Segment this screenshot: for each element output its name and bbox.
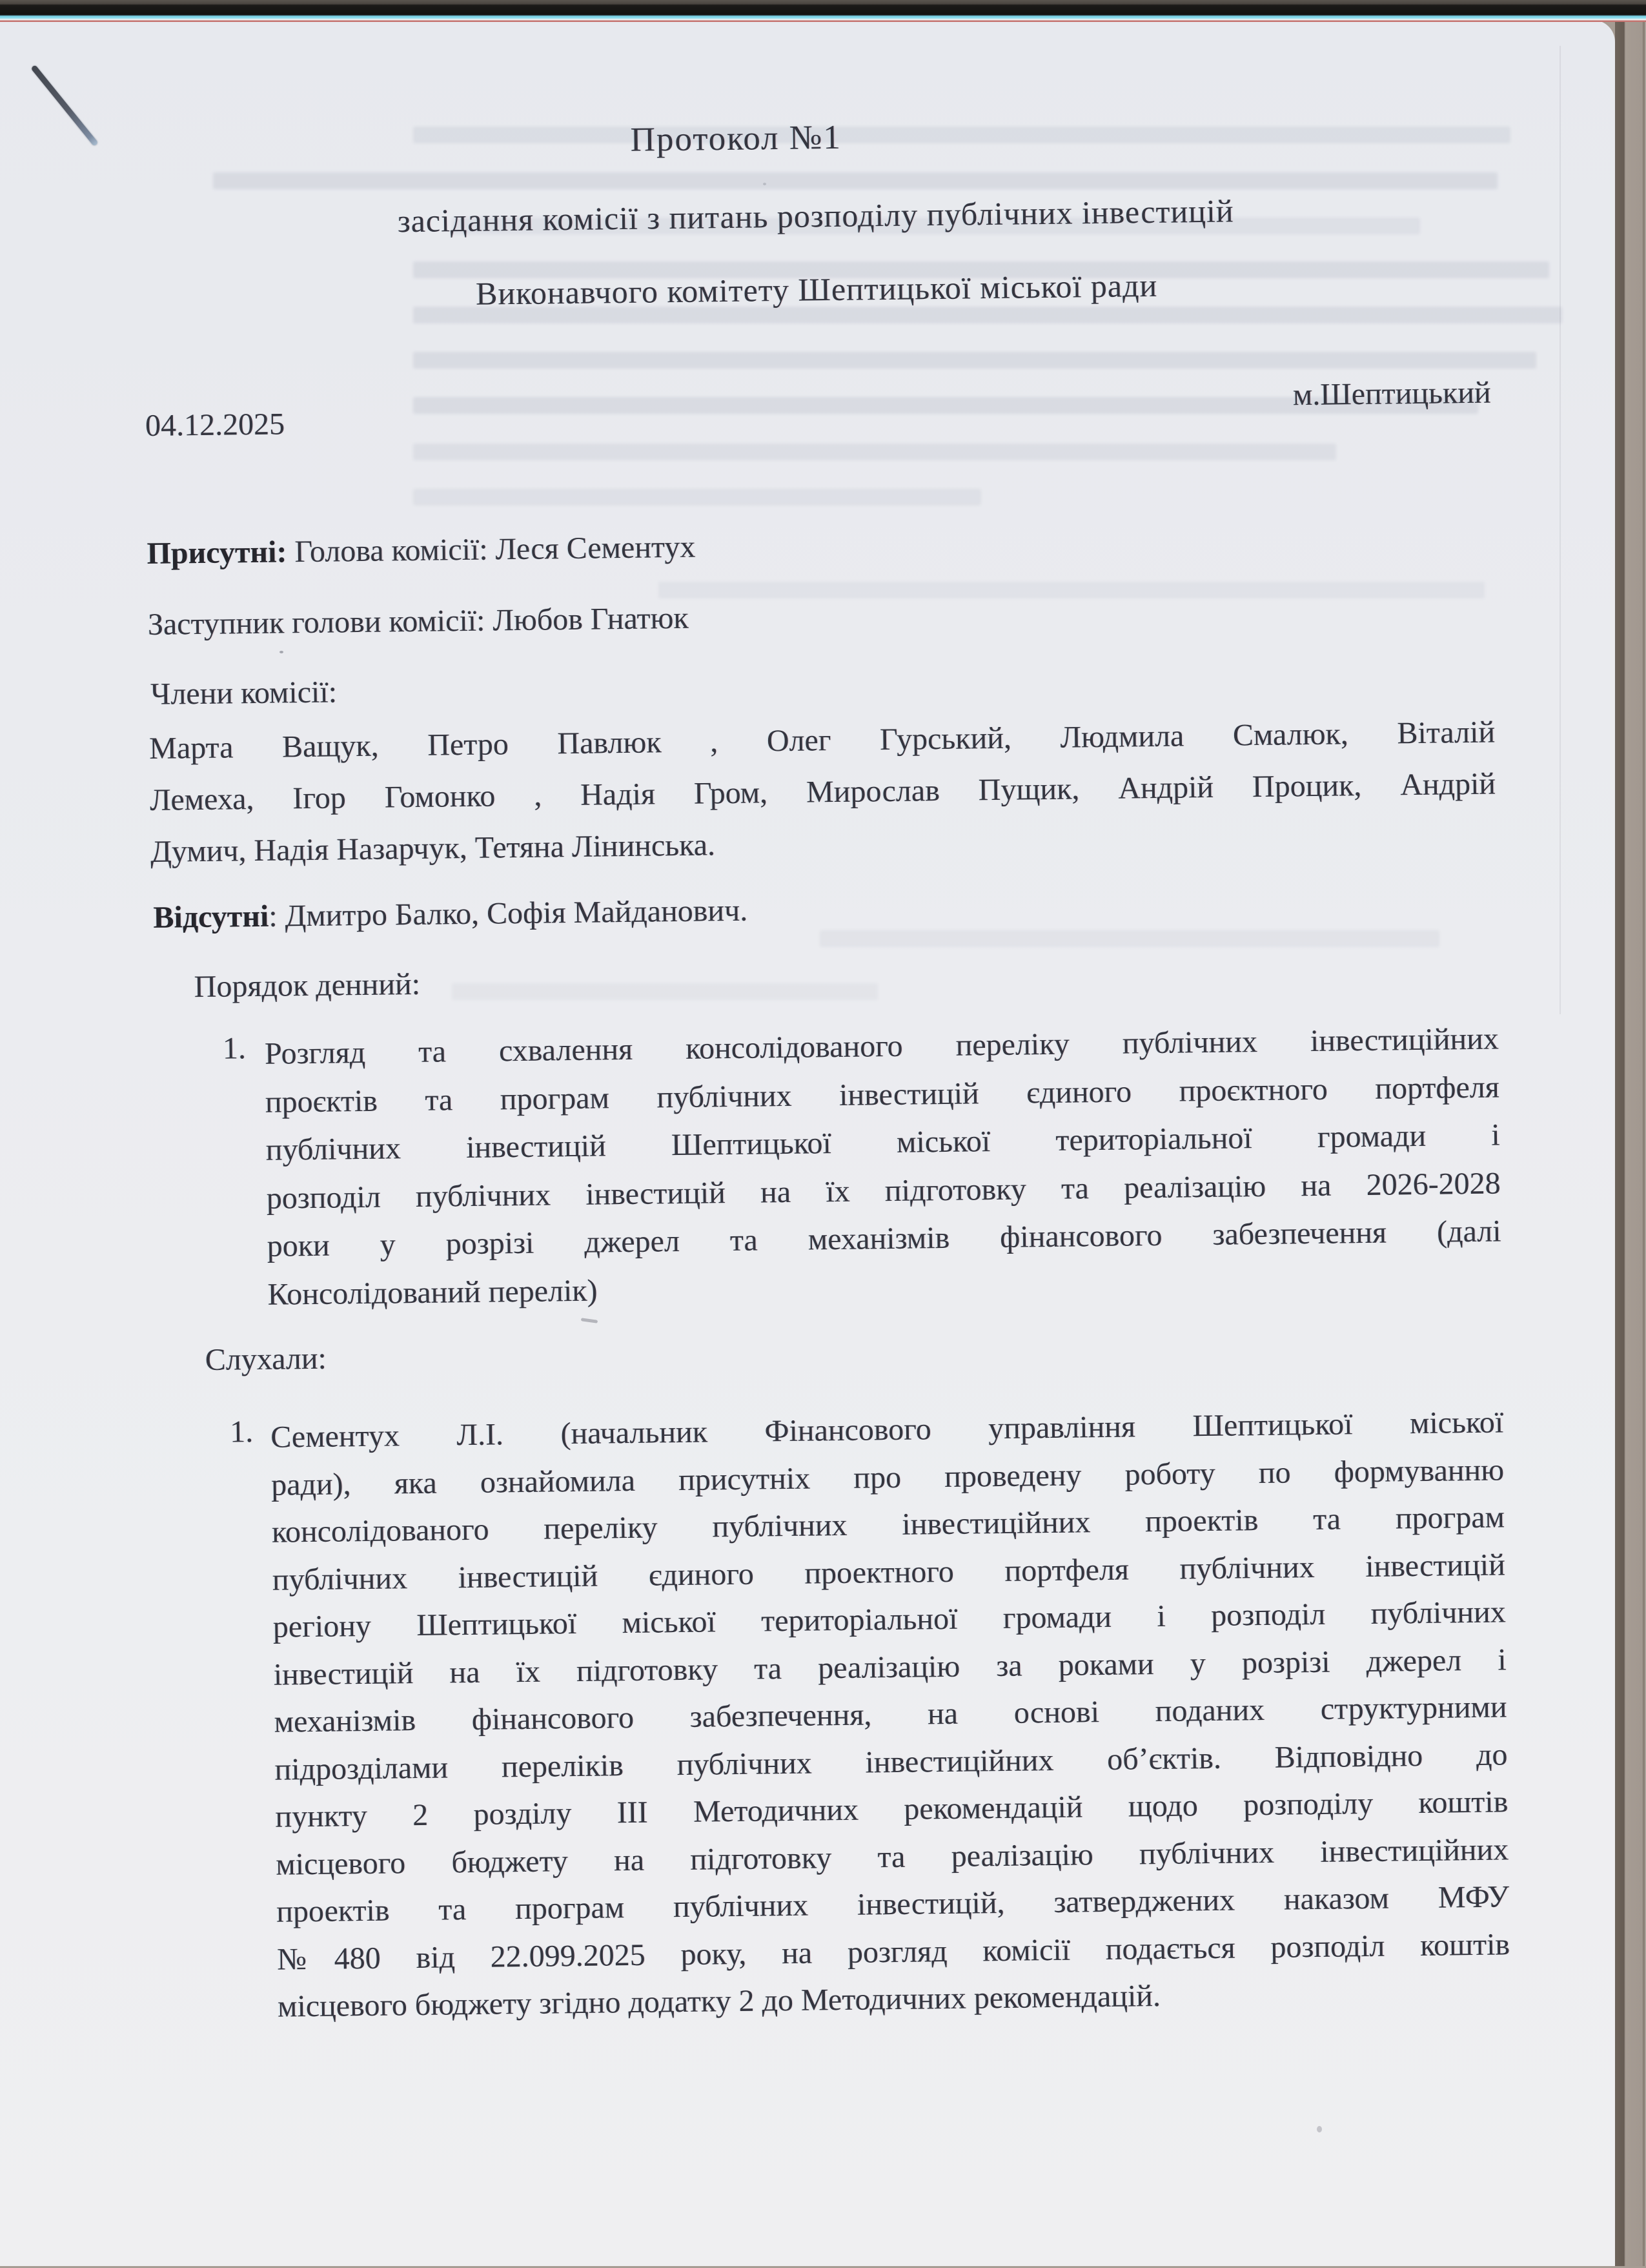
agenda-line: Консолідований перелік) [267, 1273, 598, 1312]
present-label: Присутні: [147, 535, 287, 571]
document-date: 04.12.2025 [145, 407, 285, 443]
date-city-row [145, 375, 1491, 443]
paper-sheet [0, 20, 1615, 2266]
members-line: Думич, Надія Назарчук, Тетяна Лінинська. [150, 828, 716, 869]
hearing-line: місцевого бюджету згідно додатку 2 до Методичних рекомендацій. [277, 1978, 1161, 2024]
hearing-heading: Слухали: [205, 1341, 327, 1377]
agenda-line: проєктів та програм публічних інвестицій єдиного проєктного портфеля [265, 1069, 1500, 1119]
absent-value: : Дмитро Балко, Софія Майданович. [268, 893, 748, 934]
agenda-item-paragraph [265, 1015, 1502, 1318]
agenda-heading: Порядок денний: [194, 966, 421, 1005]
hearing-line: консолідованого переліку публічних інвестиційних проектів та програм [271, 1500, 1505, 1549]
hearing-line: Сементух Л.І. (начальник Фінансового управління Шептицької міської [270, 1405, 1504, 1455]
document-subtitle-committee: Виконавчого комітету Шептицької міської ради [475, 267, 1158, 312]
scanner-top-edge [0, 0, 1646, 22]
absent-line [153, 893, 747, 935]
hearing-line: місцевого бюджету на підготовку та реалізацію публічних інвестиційних [276, 1832, 1509, 1882]
hearing-line: публічних інвестицій єдиного проектного портфеля публічних інвестицій [272, 1547, 1506, 1597]
members-line: Марта Ващук, Петро Павлюк , Олег Гурський, Людмила Смалюк, Віталій [148, 715, 1496, 766]
deputy-line: Заступник голови комісії: Любов Гнатюк [147, 600, 689, 642]
hearing-line: пункту 2 розділу III Методичних рекомендацій щодо розподілу коштів [275, 1784, 1509, 1834]
members-line: Лемеха, Ігор Гомонко , Надія Гром, Мирослав Пущик, Андрій Процик, Андрій [149, 766, 1496, 817]
present-value: Голова комісії: Леся Сементух [294, 529, 696, 569]
document-subtitle-meeting: засідання комісії з питань розподілу публічних інвестицій [397, 192, 1234, 240]
agenda-line: розподіл публічних інвестицій на їх підготовку та реалізацію на 2026-2028 [266, 1165, 1501, 1216]
agenda-line: Розгляд та схвалення консолідованого переліку публічних інвестиційних [264, 1021, 1499, 1071]
members-label: Члени комісії: [150, 675, 338, 711]
hearing-line: підрозділами переліків публічних інвестиційних об’єктів. Відповідно до [274, 1737, 1508, 1787]
agenda-line: роки у розрізі джерел та механізмів фінансового забезпечення (далі [267, 1214, 1501, 1263]
hearing-line: №480 від 22.099.2025 року, на розгляд комісії подається розподіл коштів [276, 1926, 1510, 1977]
document-title: Протокол №1 [630, 118, 842, 159]
hearing-item-number: 1. [229, 1415, 254, 1449]
hearing-item-paragraph [270, 1398, 1511, 2030]
present-line [147, 529, 695, 571]
hearing-line: регіону Шептицької міської територіальної громади і розподіл публічних [272, 1595, 1507, 1644]
hearing-line: інвестицій на їх підготовку та реалізацію за роками у розрізі джерел і [273, 1642, 1507, 1692]
agenda-item-number: 1. [222, 1031, 247, 1066]
hearing-line: механізмів фінансового забезпечення, на основі поданих структурними [274, 1690, 1507, 1739]
document-city: м.Шептицький [1292, 375, 1491, 413]
agenda-line: публічних інвестицій Шептицької міської територіальної громади і [265, 1118, 1501, 1167]
hearing-line: проектів та програм публічних інвестицій, затверджених наказом МФУ [276, 1879, 1510, 1929]
members-names-paragraph [149, 706, 1497, 877]
hearing-line: ради), яка ознайомила присутніх про проведену роботу по формуванню [270, 1452, 1505, 1502]
absent-label: Відсутні [153, 899, 269, 935]
